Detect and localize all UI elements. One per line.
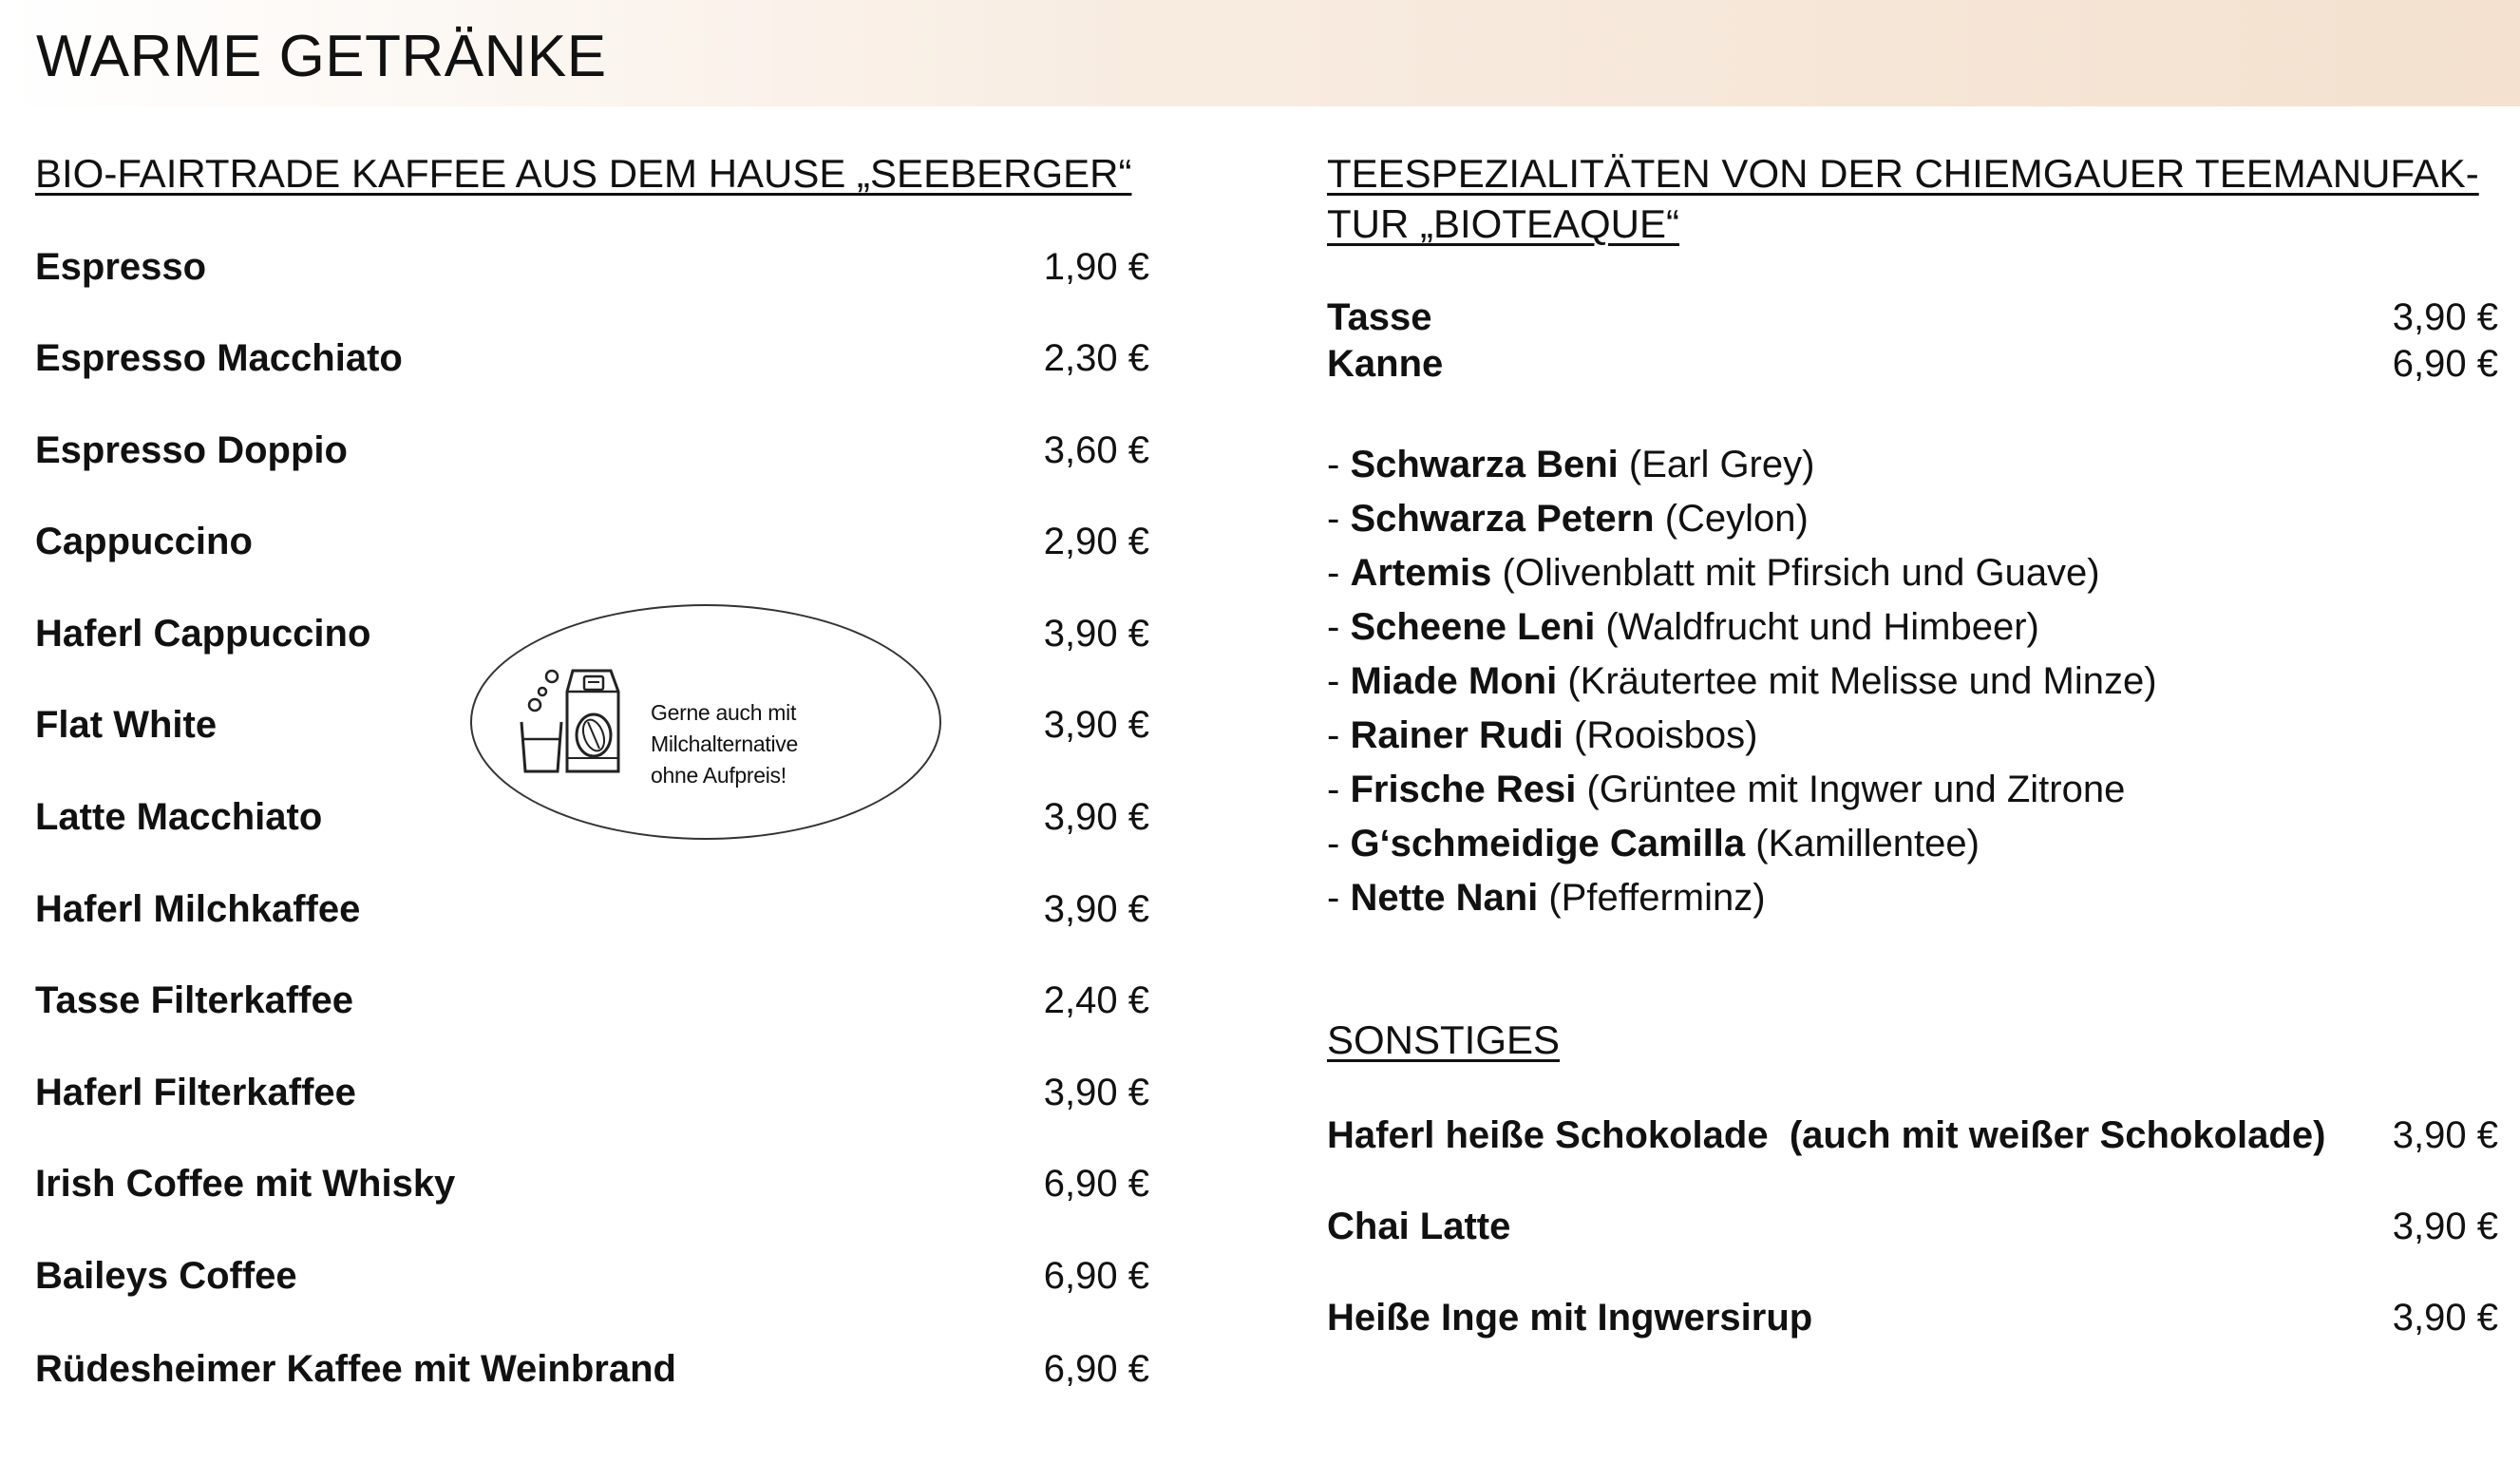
tea-name: Scheene Leni [1350,606,1596,648]
item-price: 6,90 € [1043,1254,1149,1297]
item-name: Haferl Cappuccino [35,612,371,655]
item-price: 3,60 € [1043,428,1149,471]
item-price: 3,90 € [2392,295,2498,338]
menu-item-espresso-doppio [35,427,1149,474]
item-name: Baileys Coffee [35,1254,297,1297]
item-price: 3,90 € [1043,795,1149,838]
tea-variety [1327,820,1980,867]
item-name: Rüdesheimer Kaffee mit Weinbrand [35,1347,676,1390]
item-price: 3,90 € [1043,703,1149,746]
tea-name: Frische Resi [1350,769,1577,810]
tea-desc: (Earl Grey) [1618,444,1815,485]
item-price: 3,90 € [1043,612,1149,655]
item-price: 2,40 € [1043,978,1149,1021]
tea-heading-line-1: TEESPEZIALITÄTEN VON DER CHIEMGAUER TEEMANUFAK- [1327,151,2479,196]
item-price: 6,90 € [2392,342,2498,385]
tea-name: Schwarza Petern [1350,498,1655,540]
menu-item-tasse-filterkaffee [35,977,1149,1024]
tea-dash: - [1327,877,1351,919]
item-price: 6,90 € [1043,1347,1149,1390]
item-name: Haferl heiße Schokolade (auch mit weißer Schokolade) [1327,1113,2326,1156]
item-name: Irish Coffee mit Whisky [35,1162,456,1205]
tea-dash: - [1327,552,1351,594]
tea-dash: - [1327,714,1351,756]
item-price: 2,30 € [1043,336,1149,379]
tea-size-kanne [1327,340,2498,388]
item-name: Haferl Milchkaffee [35,887,361,930]
item-name: Tasse [1327,295,1432,338]
badge-text [651,697,936,791]
tea-name: Nette Nani [1350,877,1539,919]
tea-name: Schwarza Beni [1350,444,1619,485]
item-price: 2,90 € [1043,520,1149,562]
badge-line-1: Gerne auch mit Milchalternative [651,700,798,756]
tea-variety [1327,603,2039,651]
item-price: 3,90 € [1043,1071,1149,1113]
tea-variety [1327,657,2157,705]
tea-desc: (Rooisbos) [1563,714,1758,756]
item-name: Heiße Inge mit Ingwersirup [1327,1296,1813,1339]
tea-desc: (Waldfrucht und Himbeer) [1595,606,2039,648]
item-price: 3,90 € [2392,1113,2498,1156]
coffee-heading: BIO-FAIRTRADE KAFFEE AUS DEM HAUSE „SEEBERGER“ [35,151,1132,196]
tea-variety [1327,495,1809,542]
item-name: Haferl Filterkaffee [35,1071,356,1113]
tea-desc: (Pfefferminz) [1538,877,1766,919]
tea-name: Rainer Rudi [1350,714,1563,756]
menu-item-haferl-filterkaffee [35,1069,1149,1116]
tea-heading-line-2: TUR „BIOTEAQUE“ [1327,201,1680,246]
item-name: Espresso [35,245,207,288]
item-price: 3,90 € [1043,887,1149,930]
tea-dash: - [1327,498,1351,540]
item-name: Kanne [1327,342,1444,385]
item-price: 3,90 € [2392,1296,2498,1339]
menu-item-espresso [35,243,1149,291]
menu-item-haferl-milchkaffee [35,885,1149,933]
item-price: 6,90 € [1043,1162,1149,1205]
menu-item-chai-latte [1327,1203,2498,1250]
tea-desc: (Olivenblatt mit Pfirsich und Guave) [1491,552,2100,594]
tea-variety [1327,441,1814,488]
tea-variety [1327,874,1766,922]
milk-alternative-badge [470,604,941,840]
menu-item-irish-coffee [35,1160,1149,1207]
menu-item-ruedesheimer-kaffee [35,1345,1149,1393]
menu-item-heisse-schokolade [1327,1112,2498,1159]
item-name: Latte Macchiato [35,795,323,838]
tea-variety [1327,549,2100,597]
tea-name: Miade Moni [1350,660,1558,702]
item-price: 3,90 € [2392,1205,2498,1247]
menu-item-baileys-coffee [35,1252,1149,1300]
tea-desc: (Grüntee mit Ingwer und Zitrone [1576,769,2126,810]
tea-dash: - [1327,823,1351,864]
tea-dash: - [1327,660,1351,702]
tea-variety [1327,712,1757,759]
item-name: Cappuccino [35,520,253,562]
tea-name: G‘schmeidige Camilla [1350,823,1746,864]
tea-dash: - [1327,606,1351,648]
item-name: Tasse Filterkaffee [35,978,353,1021]
tea-variety [1327,766,2125,813]
page-title: WARME GETRÄNKE [36,24,607,89]
tea-desc: (Kamillentee) [1745,823,1980,864]
menu-item-espresso-macchiato [35,334,1149,382]
item-name: Chai Latte [1327,1205,1511,1247]
item-name: Espresso Doppio [35,428,348,471]
tea-size-tasse [1327,294,2498,341]
item-name: Espresso Macchiato [35,336,403,379]
milk-carton-glass-icon [518,663,632,775]
badge-line-2: ohne Aufpreis! [651,763,786,788]
tea-dash: - [1327,444,1351,485]
menu-item-heisse-inge [1327,1294,2498,1341]
item-price: 1,90 € [1043,245,1149,288]
menu-item-cappuccino [35,518,1149,565]
item-name: Flat White [35,703,218,746]
other-heading: SONSTIGES [1327,1017,1561,1062]
tea-desc: (Ceylon) [1654,498,1809,540]
tea-name: Artemis [1350,552,1492,594]
tea-desc: (Kräutertee mit Melisse und Minze) [1557,660,2157,702]
tea-dash: - [1327,769,1351,810]
